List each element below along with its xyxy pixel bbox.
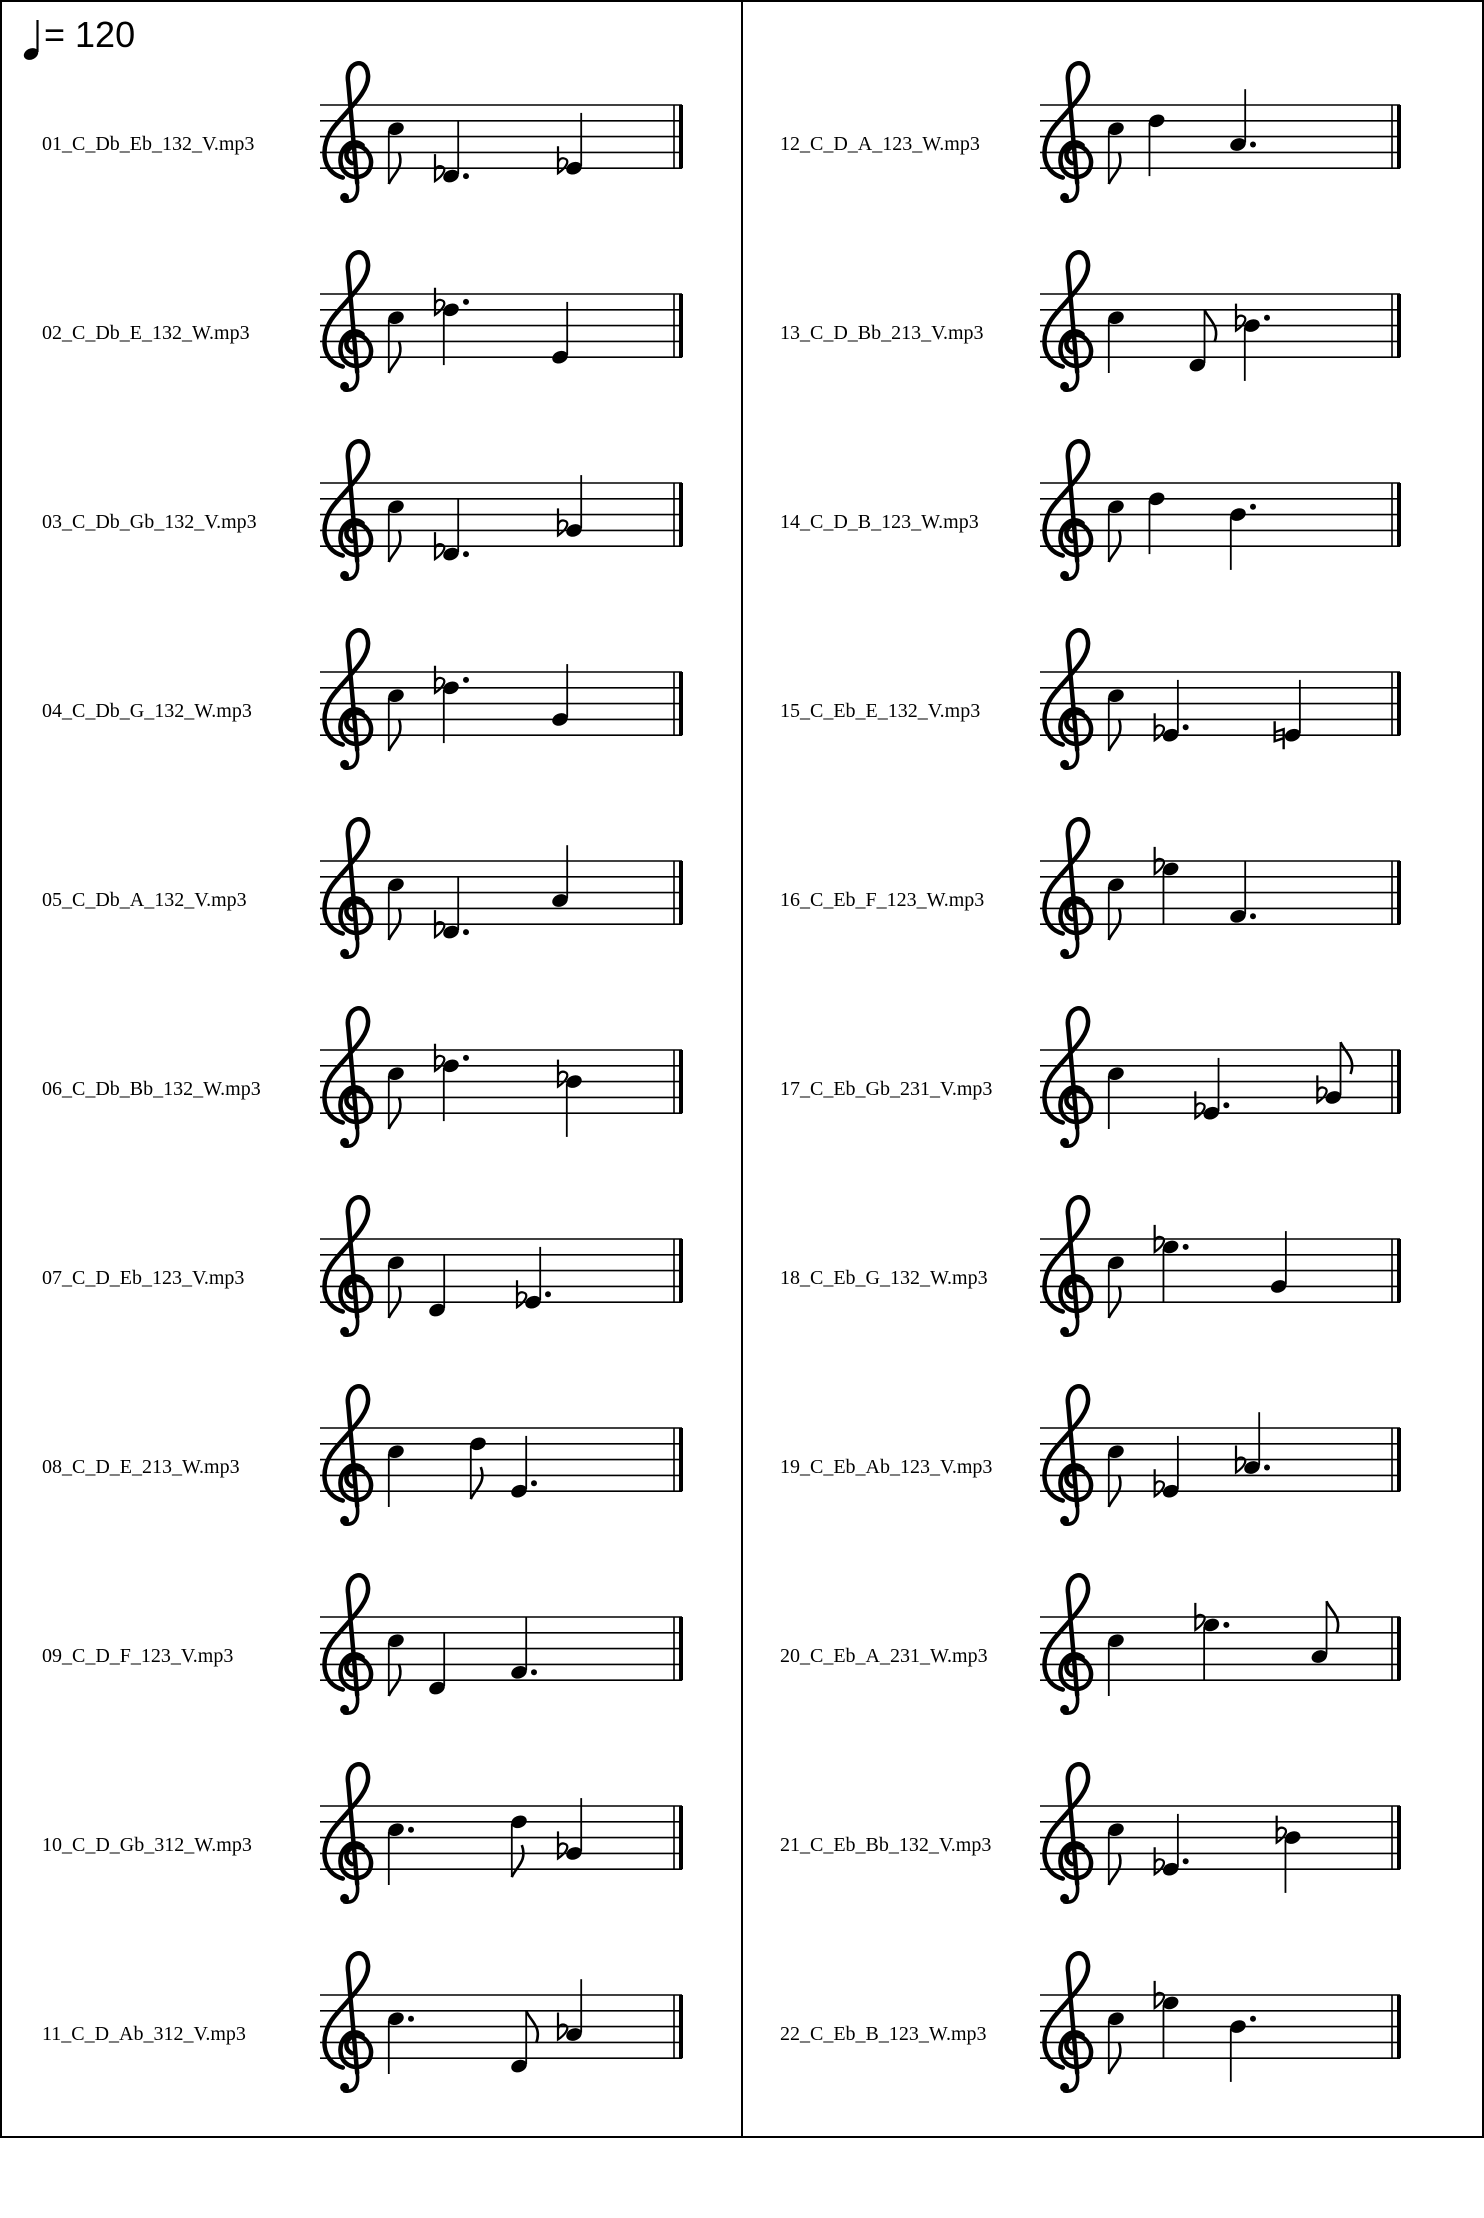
flat-icon bbox=[558, 508, 567, 535]
treble-clef-icon bbox=[1044, 63, 1091, 202]
note bbox=[1155, 847, 1181, 924]
augmentation-dot bbox=[408, 1827, 414, 1833]
treble-clef-icon bbox=[324, 1008, 371, 1147]
note bbox=[435, 666, 469, 743]
treble-clef-icon bbox=[324, 252, 371, 391]
audio-file-label: 12_C_D_A_123_W.mp3 bbox=[780, 133, 980, 155]
note bbox=[435, 288, 469, 365]
note bbox=[550, 302, 569, 366]
flat-icon bbox=[517, 1280, 526, 1307]
audio-file-label: 16_C_Eb_F_123_W.mp3 bbox=[780, 889, 985, 911]
augmentation-dot bbox=[463, 677, 469, 683]
augmentation-dot bbox=[1250, 142, 1256, 148]
note bbox=[558, 475, 584, 539]
augmentation-dot bbox=[1264, 1465, 1270, 1471]
audio-file-label: 21_C_Eb_Bb_132_V.mp3 bbox=[780, 1834, 992, 1856]
staff-system bbox=[320, 1008, 682, 1147]
flat-icon bbox=[1277, 1816, 1286, 1843]
augmentation-dot bbox=[1183, 724, 1189, 730]
audio-file-label: 17_C_Eb_Gb_231_V.mp3 bbox=[780, 1078, 993, 1100]
audio-file-label: 04_C_Db_G_132_W.mp3 bbox=[42, 700, 252, 722]
audio-file-label: 10_C_D_Gb_312_W.mp3 bbox=[42, 1834, 252, 1856]
audio-file-label: 11_C_D_Ab_312_V.mp3 bbox=[42, 2023, 246, 2045]
note bbox=[1228, 2016, 1256, 2082]
treble-clef-icon bbox=[1044, 1386, 1091, 1525]
augmentation-dot bbox=[531, 1669, 537, 1675]
augmentation-dot bbox=[1250, 2016, 1256, 2022]
note bbox=[1155, 1436, 1181, 1500]
flat-icon bbox=[1317, 1075, 1326, 1102]
note bbox=[550, 664, 569, 728]
augmentation-dot bbox=[1183, 1858, 1189, 1864]
treble-clef-icon bbox=[1044, 1008, 1091, 1147]
note bbox=[1155, 1814, 1189, 1878]
note bbox=[1317, 1042, 1352, 1106]
staff-system bbox=[1040, 1386, 1400, 1525]
treble-clef-icon bbox=[324, 1386, 371, 1525]
flat-icon bbox=[435, 288, 444, 315]
note bbox=[1147, 112, 1166, 176]
augmentation-dot bbox=[545, 1291, 551, 1297]
audio-file-label: 05_C_Db_A_132_V.mp3 bbox=[42, 889, 247, 911]
audio-file-label: 09_C_D_F_123_V.mp3 bbox=[42, 1645, 234, 1667]
note bbox=[517, 1247, 551, 1311]
note bbox=[1277, 1816, 1303, 1893]
staff-system bbox=[1040, 1575, 1400, 1714]
augmentation-dot bbox=[1264, 315, 1270, 321]
tempo-quarter-note-icon bbox=[22, 20, 40, 62]
note bbox=[1155, 1981, 1181, 2058]
staff-system bbox=[320, 252, 682, 391]
audio-file-label: 07_C_D_Eb_123_V.mp3 bbox=[42, 1267, 245, 1289]
note bbox=[509, 1436, 537, 1500]
audio-file-label: 02_C_Db_E_132_W.mp3 bbox=[42, 322, 250, 344]
treble-clef-icon bbox=[1044, 252, 1091, 391]
treble-clef-icon bbox=[324, 1575, 371, 1714]
staff-system bbox=[1040, 1953, 1400, 2092]
audio-file-label: 18_C_Eb_G_132_W.mp3 bbox=[780, 1267, 988, 1289]
flat-icon bbox=[558, 1060, 567, 1087]
flat-icon bbox=[1155, 1847, 1164, 1874]
staff-system bbox=[320, 63, 682, 202]
treble-clef-icon bbox=[1044, 630, 1091, 769]
augmentation-dot bbox=[531, 1480, 537, 1486]
audio-file-label: 22_C_Eb_B_123_W.mp3 bbox=[780, 2023, 987, 2045]
staff-system bbox=[320, 1764, 682, 1903]
staff-system bbox=[320, 441, 682, 580]
note bbox=[1155, 680, 1189, 744]
augmentation-dot bbox=[463, 551, 469, 557]
flat-icon bbox=[435, 666, 444, 693]
treble-clef-icon bbox=[324, 1197, 371, 1336]
note bbox=[435, 1044, 469, 1121]
treble-clef-icon bbox=[324, 1764, 371, 1903]
augmentation-dot bbox=[1250, 504, 1256, 510]
note bbox=[1269, 1231, 1288, 1295]
flat-icon bbox=[1195, 1091, 1204, 1118]
augmentation-dot bbox=[463, 1055, 469, 1061]
audio-file-label: 15_C_Eb_E_132_V.mp3 bbox=[780, 700, 981, 722]
note bbox=[1195, 1603, 1229, 1680]
audio-file-label: 03_C_Db_Gb_132_V.mp3 bbox=[42, 511, 257, 533]
treble-clef-icon bbox=[1044, 819, 1091, 958]
augmentation-dot bbox=[1223, 1622, 1229, 1628]
audio-file-label: 14_C_D_B_123_W.mp3 bbox=[780, 511, 979, 533]
note-flag bbox=[1341, 1042, 1353, 1074]
treble-clef-icon bbox=[324, 819, 371, 958]
note bbox=[558, 113, 584, 177]
augmentation-dot bbox=[408, 2016, 414, 2022]
staff-system bbox=[320, 630, 682, 769]
staff-system bbox=[1040, 819, 1400, 958]
tempo-marking: = 120 bbox=[44, 14, 136, 55]
treble-clef-icon bbox=[1044, 441, 1091, 580]
note bbox=[1147, 490, 1166, 554]
audio-file-label: 06_C_Db_Bb_132_W.mp3 bbox=[42, 1078, 261, 1100]
note bbox=[1275, 680, 1303, 749]
note bbox=[509, 1813, 528, 1877]
treble-clef-icon bbox=[324, 441, 371, 580]
audio-file-label: 01_C_Db_Eb_132_V.mp3 bbox=[42, 133, 255, 155]
staff-system bbox=[1040, 441, 1400, 580]
augmentation-dot bbox=[1223, 1102, 1229, 1108]
note bbox=[1195, 1058, 1229, 1122]
augmentation-dot bbox=[463, 299, 469, 305]
augmentation-dot bbox=[1250, 913, 1256, 919]
note bbox=[468, 1435, 487, 1499]
treble-clef-icon bbox=[1044, 1197, 1091, 1336]
flat-icon bbox=[1236, 304, 1245, 331]
augmentation-dot bbox=[463, 929, 469, 935]
treble-clef-icon bbox=[324, 63, 371, 202]
staff-system bbox=[320, 1386, 682, 1525]
treble-clef-icon bbox=[1044, 1575, 1091, 1714]
staff-system bbox=[1040, 252, 1400, 391]
note-flag bbox=[471, 1467, 483, 1499]
audio-file-label: 19_C_Eb_Ab_123_V.mp3 bbox=[780, 1456, 993, 1478]
augmentation-dot bbox=[1183, 1244, 1189, 1250]
note bbox=[558, 1060, 584, 1137]
flat-icon bbox=[1155, 713, 1164, 740]
staff-system bbox=[320, 1953, 682, 2092]
staff-system bbox=[1040, 1764, 1400, 1903]
audio-file-label: 08_C_D_E_213_W.mp3 bbox=[42, 1456, 240, 1478]
audio-file-label: 20_C_Eb_A_231_W.mp3 bbox=[780, 1645, 988, 1667]
staff-system bbox=[1040, 1197, 1400, 1336]
note bbox=[1155, 1225, 1189, 1302]
note bbox=[558, 1798, 584, 1862]
flat-icon bbox=[435, 1044, 444, 1071]
flat-icon bbox=[558, 1831, 567, 1858]
staff-system bbox=[1040, 630, 1400, 769]
treble-clef-icon bbox=[324, 1953, 371, 2092]
flat-icon bbox=[558, 146, 567, 173]
treble-clef-icon bbox=[1044, 1764, 1091, 1903]
note bbox=[1228, 504, 1256, 570]
treble-clef-icon bbox=[1044, 1953, 1091, 2092]
note-flag bbox=[512, 1845, 524, 1877]
note bbox=[1236, 304, 1270, 381]
staff-system bbox=[1040, 1008, 1400, 1147]
augmentation-dot bbox=[463, 173, 469, 179]
staff-system bbox=[320, 1197, 682, 1336]
staff-system bbox=[1040, 63, 1400, 202]
flat-icon bbox=[1155, 1469, 1164, 1496]
treble-clef-icon bbox=[324, 630, 371, 769]
staff-system bbox=[320, 1575, 682, 1714]
staff-system bbox=[320, 819, 682, 958]
audio-file-label: 13_C_D_Bb_213_V.mp3 bbox=[780, 322, 984, 344]
